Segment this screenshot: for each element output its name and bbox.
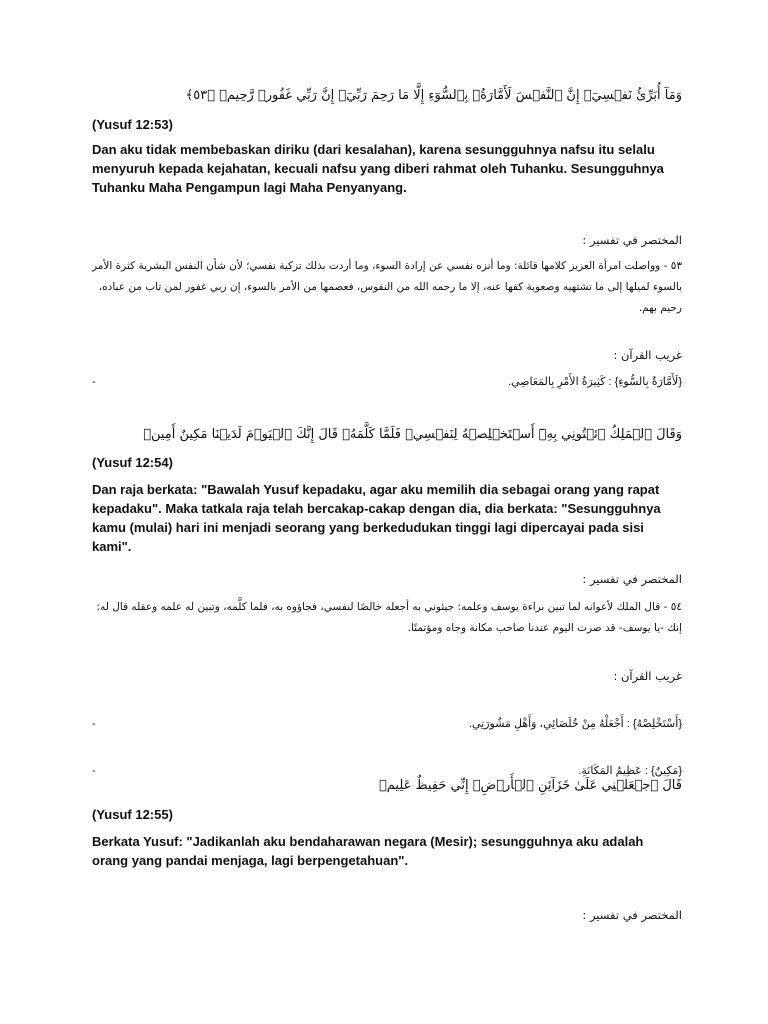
verse-translation-55: Berkata Yusuf: "Jadikanlah aku bendaharawan negara (Mesir); sesungguhnya aku adalah orang yang pandai menjaga, lagi berpengetahuan". <box>92 834 644 868</box>
gharib-item-dash: - <box>92 765 96 777</box>
verse-reference-53: (Yusuf 12:53) <box>92 117 173 132</box>
tafsir-heading-53: المختصر في تفسير : <box>582 233 682 247</box>
gharib-heading-54: غريب القرآن : <box>613 669 682 683</box>
gharib-item-dash: - <box>92 718 96 730</box>
tafsir-heading-55: المختصر في تفسير : <box>582 908 682 922</box>
gharib-item-dash: - <box>92 376 96 388</box>
gharib-item-text: {أَسْتَخْلِصْهُ} : أَجْعَلْهُ مِنْ خُلَصَائِي، وَأَهْلِ مَشُورَتِي. <box>468 718 682 730</box>
document-page <box>91 0 682 922</box>
tafsir-heading-54: المختصر في تفسير : <box>582 572 682 586</box>
verse-arabic-54: وَقَالَ ٱلۡمَلِكُ ٱئۡتُونِي بِهِۦٓ أَسۡتَخۡلِصۡهُ لِنَفۡسِيۖ فَلَمَّا كَلَّمَهُۥ قَالَ إِنَّكَ ٱلۡيَوۡمَ لَدَيۡنَا مَكِينٌ أَمِينٞ <box>143 427 682 442</box>
verse-translation-54: Dan raja berkata: "Bawalah Yusuf kepadaku, agar aku memilih dia sebagai orang yang rapat kepadaku". Maka tatkala raja telah bercakap-cakap dengan dia, dia berkata: "Sesungguhnya kamu (mulai) hari ini menjadi seorang yang berkedudukan tinggi lagi dipercayai pada sisi kami". <box>92 482 661 554</box>
gharib-item-text: {مَكِينٌ} : عَظِيمُ المَكَانَةِ. <box>578 765 682 777</box>
tafsir-text-54: ٥٤ - قال الملك لأعوانه لما تبين براءة يوسف وعلمه: جيئوني به أجعله خالصًا لنفسي، فجاؤوه به، فلما كلَّمه، وتبين له علمه وعقله قال له: إنك -يا يوسف- قد صرت اليوم عندنا صاحب مكانة وجاه ومؤتمنًا. <box>96 601 682 634</box>
gharib-item <box>92 373 682 391</box>
gharib-heading-53: غريب القرآن : <box>613 348 682 362</box>
verse-translation-53: Dan aku tidak membebaskan diriku (dari kesalahan), karena sesungguhnya nafsu itu selalu menyuruh kepada kejahatan, kecuali nafsu yang diberi rahmat oleh Tuhanku. Sesungguhnya Tuhanku Maha Pengampun lagi Maha Penyanyang. <box>92 142 664 195</box>
verse-reference-54: (Yusuf 12:54) <box>92 455 173 470</box>
verse-arabic-55: قَالَ ٱجۡعَلۡنِي عَلَىٰ خَزَآئِنِ ٱلۡأَرۡضِۖ إِنِّي حَفِيظٌ عَلِيمٞ <box>378 778 682 793</box>
gharib-item-text: {لَأَمَّارَةٌ بِالسُّوءِ} : كَثِيرَةُ الأَمْرِ بِالمَعَاصِي. <box>507 376 682 388</box>
verse-arabic-53: وَمَآ أُبَرِّئُ نَفۡسِيٓۚ إِنَّ ٱلنَّفۡسَ لَأَمَّارَةُۢ بِٱلسُّوٓءِ إِلَّا مَا رَحِمَ رَبِّيٓۚ إِنَّ رَبِّي غَفُورٞ رَّحِيمٞ ﴿٥٣﴾ <box>185 88 682 103</box>
verse-reference-55: (Yusuf 12:55) <box>92 807 173 822</box>
tafsir-text-53: ٥٣ - وواصلت امرأة العزيز كلامها قائلة: وما أنزه نفسي عن إرادة السوء، وما أردت بذلك تزكية نفسي؛ لأن شأن النفس البشرية كثرة الأمر بالسوء لميلها إلى ما تشتهيه وصعوبة كفها عنه، إلا ما رحمه الله من النفوس، فعصمها من الأمر بالسوء، إن ربي غفور لمن تاب من عباده، رحيم بهم. <box>91 260 682 314</box>
gharib-item <box>92 715 682 733</box>
